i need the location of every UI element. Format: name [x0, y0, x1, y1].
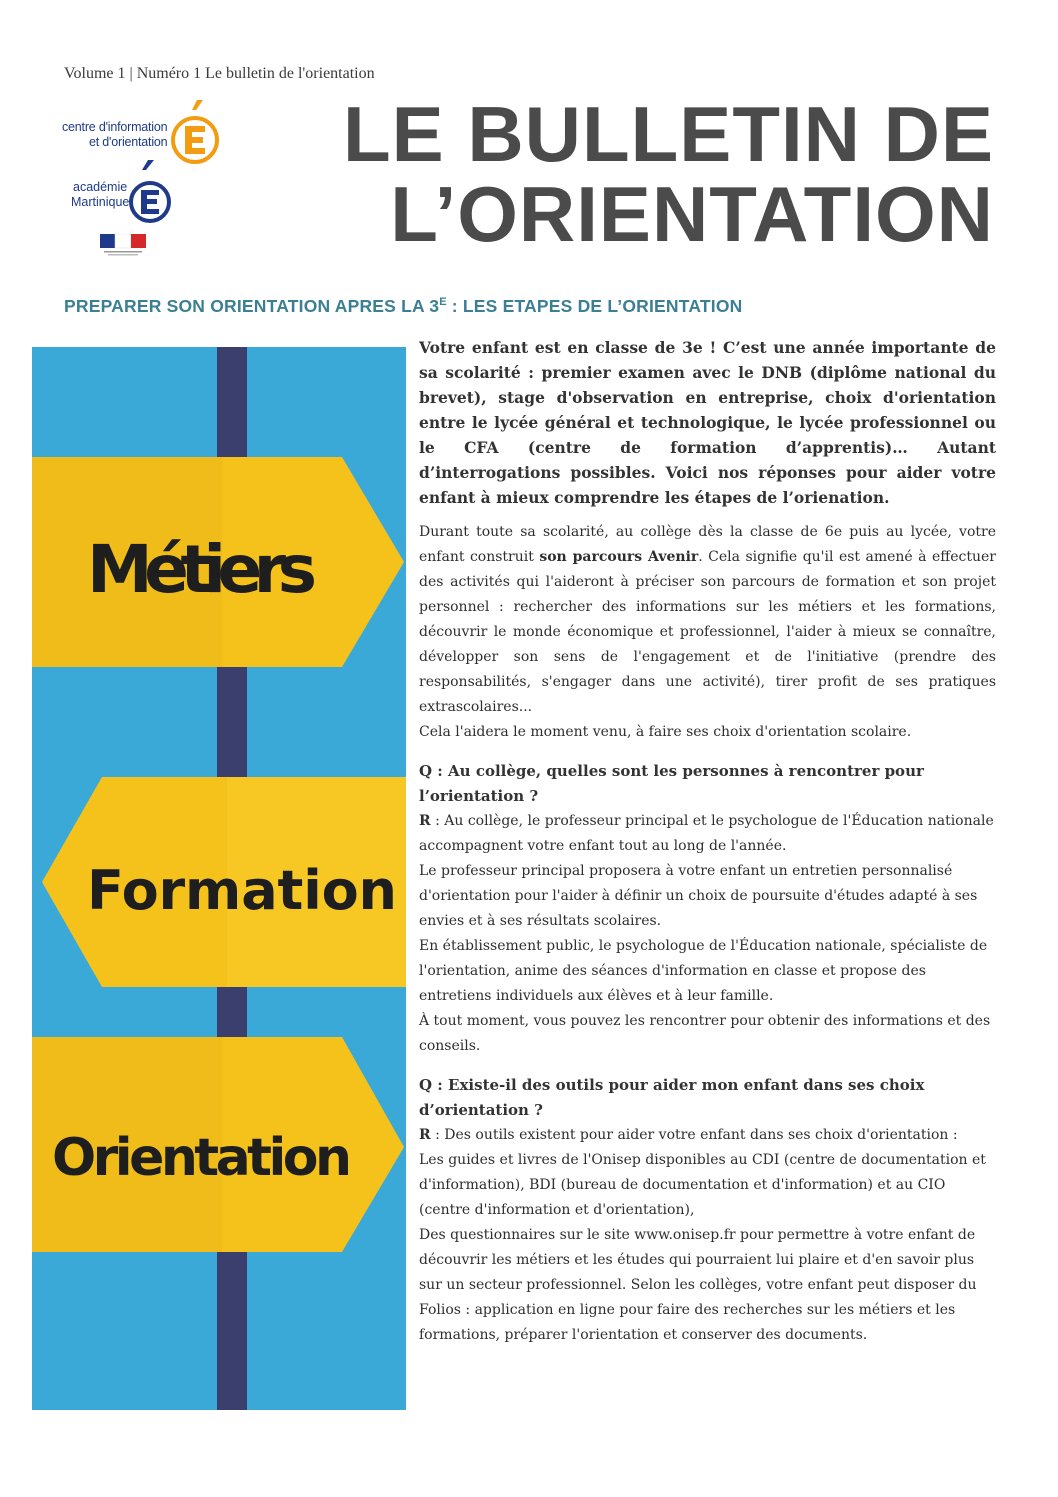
p1-bold-parcours: son parcours Avenir: [539, 549, 699, 565]
answer-2-text: : Des outils existent pour aider votre enfant dans ses choix d'orientation :: [430, 1127, 958, 1143]
volume-header: Volume 1 | Numéro 1 Le bulletin de l'orientation: [64, 65, 375, 82]
bulletin-title-line2: L’ORIENTATION: [390, 170, 994, 258]
answer-1-line-3: En établissement public, le psychologue de l'Éducation nationale, spécialiste de l'orientation, anime des séances d'information en classe et propose des entretiens individuels aux élèves et à leur famille.: [419, 938, 988, 1004]
signpost-photo: [32, 347, 406, 1410]
bulletin-title-line1: LE BULLETIN DE: [343, 90, 994, 178]
answer-2-line-3: Des questionnaires sur le site www.onisep.fr pour permettre à votre enfant de découvrir les métiers et les études qui pourraient lui plaire et d'en savoir plus sur un secteur professionnel. Selon les collèges, votre enfant peut disposer du Folios : application en ligne pour faire des recherches sur les métiers et les formations, préparer l'orientation et conserver des documents.: [419, 1227, 977, 1343]
republique-francaise-flag-icon: [100, 234, 146, 258]
answer-2-line-2: Les guides et livres de l'Onisep disponibles au CDI (centre de documentation et d'information), BDI (bureau de documentation et d'information) et au CIO (centre d'information et d'orientation),: [419, 1152, 986, 1218]
section-heading-pre: PREPARER SON ORIENTATION APRES LA 3: [64, 296, 440, 316]
academie-e-emblem-icon: [128, 158, 172, 228]
sign-text-metiers: Métiers: [87, 531, 317, 608]
p1-text-before: Durant toute sa scolarité, au collège dès la classe de 6e puis au lycée, votre enfant construit: [419, 524, 996, 565]
answer-2-r-label: R: [419, 1127, 431, 1143]
p1-text-after: . Cela signifie qu'il est amené à effectuer des activités qui l'aideront à préciser son parcours de formation et son projet personnel : rechercher des informations sur les métiers et les formations, découvrir le monde économique et professionnel, l'aider à mieux se connaître, développer son sens de l'engagement et de l'initiative (prendre des responsabilités, s'engager dans une activité), tirer profit de ses pratiques extrascolaires...: [419, 549, 996, 715]
article-body: [419, 335, 996, 1348]
answer-1-line-1: [419, 809, 996, 859]
article-paragraph-2: Cela l'aidera le moment venu, à faire ses choix d'orientation scolaire.: [419, 724, 912, 740]
answer-1-text: : Au collège, le professeur principal et le psychologue de l'Éducation nationale accompagnent votre enfant tout au long de l'année.: [419, 813, 994, 854]
cio-logo-line2: et d'orientation: [89, 135, 168, 149]
bulletin-title: [343, 90, 994, 258]
section-heading-sup: E: [439, 296, 447, 309]
sign-text-formation: Formation: [87, 859, 397, 922]
answer-2-line-1: [419, 1123, 996, 1148]
cio-logo-line1: centre d'information: [62, 120, 168, 134]
academie-logo-line1: académie: [73, 180, 128, 194]
answer-1-line-2: Le professeur principal proposera à votre enfant un entretien personnalisé d'orientation pour l'aider à définir un choix de poursuite d'études adapté à ses envies et à ses résultats scolaires.: [419, 863, 978, 929]
answer-1-line-4: À tout moment, vous pouvez les rencontrer pour obtenir des informations et des conseils.: [419, 1013, 991, 1054]
article-paragraph-1: [419, 520, 996, 720]
question-2: Q : Existe-il des outils pour aider mon enfant dans ses choix d’orientation ?: [419, 1076, 925, 1119]
answer-1-r-label: R: [419, 813, 431, 829]
cio-e-emblem-icon: [170, 98, 220, 166]
academie-logo: [70, 158, 180, 228]
question-1: Q : Au collège, quelles sont les personnes à rencontrer pour l’orientation ?: [419, 762, 924, 805]
academie-logo-line2: Martinique: [71, 195, 130, 209]
sign-text-orientation: Orientation: [52, 1128, 352, 1188]
section-heading: [64, 296, 742, 317]
section-heading-post: : LES ETAPES DE L’ORIENTATION: [446, 296, 743, 316]
article-intro: Votre enfant est en classe de 3e ! C’est une année importante de sa scolarité : premier examen avec le DNB (diplôme national du brevet), stage d'observation en entreprise, choix d'orientation entre le lycée général et technologique, le lycée professionnel ou le CFA (centre de formation d’apprentis)… Autant d’interrogations possibles. Voici nos réponses pour aider votre enfant à mieux comprendre les étapes de l’orienation.: [419, 338, 996, 507]
